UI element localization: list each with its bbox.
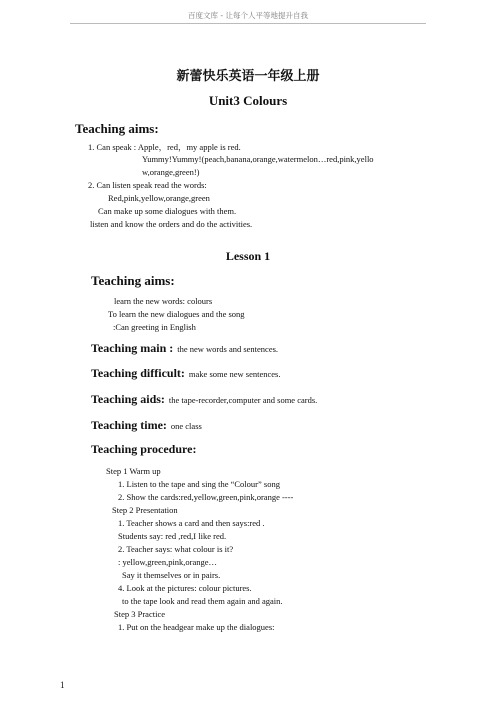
teaching-main-label: Teaching main : bbox=[91, 341, 174, 355]
unit-title: Unit3 Colours bbox=[208, 93, 288, 108]
procedure-line: 4. Look at the pictures: colour pictures. bbox=[118, 583, 252, 593]
procedure-line: Step 3 Practice bbox=[114, 609, 165, 619]
teaching-difficult-value: make some new sentences. bbox=[188, 369, 281, 379]
aims-line: Yummy!Yummy!(peach,banana,orange,watermelon…red,pink,yello bbox=[142, 154, 374, 164]
lesson-aims-line: :Can greeting in English bbox=[113, 322, 196, 332]
procedure-line: Students say: red ,red,I like red. bbox=[118, 531, 227, 541]
document-title: 新蕾快乐英语一年级上册 bbox=[176, 69, 320, 84]
teaching-time-row bbox=[91, 416, 202, 434]
teaching-time-label: Teaching time: bbox=[91, 418, 167, 432]
aims-line: w,orange,green!) bbox=[142, 167, 200, 177]
aims-line: 2. Can listen speak read the words: bbox=[88, 180, 207, 190]
procedure-line: 2. Teacher says: what colour is it? bbox=[118, 544, 234, 554]
procedure-line: 2. Show the cards:red,yellow,green,pink,orange ---- bbox=[118, 492, 294, 502]
aims-line: Red,pink,yellow,orange,green bbox=[108, 193, 210, 203]
procedure-line: : yellow,green,pink,orange… bbox=[118, 557, 218, 567]
teaching-main-row bbox=[91, 339, 278, 357]
procedure-line: Say it themselves or in pairs. bbox=[122, 570, 221, 580]
lesson-aims-line: To learn the new dialogues and the song bbox=[108, 309, 245, 319]
aims-line: Can make up some dialogues with them. bbox=[98, 206, 237, 216]
teaching-time-value: one class bbox=[170, 421, 202, 431]
lesson-title: Lesson 1 bbox=[225, 249, 271, 263]
header-rule bbox=[70, 23, 426, 24]
teaching-aids-value: the tape-recorder,computer and some cards. bbox=[168, 395, 318, 405]
procedure-line: Step 2 Presentation bbox=[112, 505, 178, 515]
procedure-line: Step 1 Warm up bbox=[106, 466, 161, 476]
lesson-aims-heading: Teaching aims: bbox=[91, 273, 175, 288]
teaching-aids-label: Teaching aids: bbox=[91, 392, 165, 406]
aims-line: 1. Can speak : Apple，red，my apple is red. bbox=[88, 142, 241, 152]
page-header: 百度文库 - 让每个人平等地提升自我 bbox=[188, 11, 308, 20]
teaching-main-value: the new words and sentences. bbox=[177, 344, 279, 354]
procedure-line: 1. Teacher shows a card and then says:red . bbox=[118, 518, 265, 528]
teaching-difficult-label: Teaching difficult: bbox=[91, 366, 185, 380]
aims-heading: Teaching aims: bbox=[75, 121, 159, 136]
procedure-line: to the tape look and read them again and again. bbox=[122, 596, 283, 606]
aims-line: listen and know the orders and do the activities. bbox=[90, 219, 253, 229]
page-number: 1 bbox=[60, 680, 65, 690]
teaching-aids-row bbox=[91, 390, 317, 408]
lesson-aims-line: learn the new words: colours bbox=[114, 296, 213, 306]
procedure-line: 1. Put on the headgear make up the dialogues: bbox=[118, 622, 275, 632]
procedure-heading: Teaching procedure: bbox=[91, 442, 197, 456]
procedure-line: 1. Listen to the tape and sing the “Colour” song bbox=[118, 479, 280, 489]
teaching-difficult-row bbox=[91, 364, 281, 382]
